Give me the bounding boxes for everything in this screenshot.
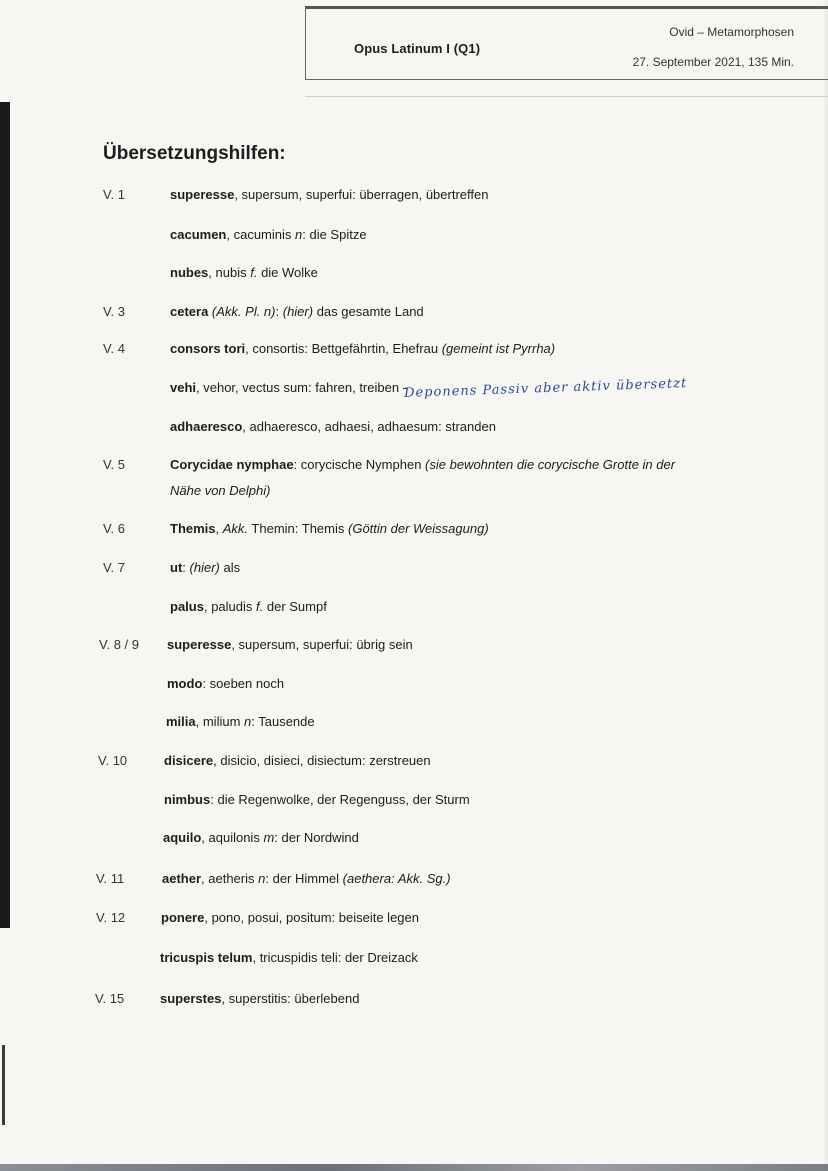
scan-edge-mark — [2, 1045, 5, 1125]
note: (Akk. Pl. n) — [208, 304, 276, 319]
term: disicere — [164, 753, 214, 768]
scan-edge-shadow — [0, 102, 10, 928]
term: consors tori — [170, 341, 246, 356]
definition: die Wolke — [257, 265, 318, 280]
verse-label: V. 1 — [103, 187, 125, 202]
definition: : der Himmel — [265, 871, 343, 886]
term: palus — [170, 599, 204, 614]
vocab-entry — [166, 714, 315, 729]
term: nubes — [170, 265, 209, 280]
term: nimbus — [164, 792, 211, 807]
definition: , aquilonis — [201, 830, 264, 845]
definition: , paludis — [203, 599, 257, 614]
verse-label: V. 4 — [103, 341, 125, 356]
vocab-entry — [163, 830, 359, 845]
definition: der Sumpf — [263, 599, 327, 614]
header-divider — [305, 96, 828, 97]
term: vehi — [170, 380, 197, 395]
note: (gemeint ist Pyrrha) — [441, 341, 556, 356]
verse-label: V. 15 — [95, 991, 125, 1006]
header-box — [305, 6, 828, 80]
term: superesse — [170, 187, 235, 202]
vocab-entry — [170, 304, 424, 319]
verse-label: V. 7 — [103, 560, 125, 575]
vocab-entry — [161, 910, 419, 925]
term: aether — [162, 871, 202, 886]
note: (sie bewohnten die corycische Grotte in der — [425, 457, 676, 472]
term: adhaeresco — [170, 419, 243, 434]
verse-label: V. 5 — [103, 457, 125, 472]
definition: , aetheris — [201, 871, 259, 886]
vocab-entry — [160, 950, 418, 965]
vocab-entry — [164, 753, 431, 768]
gender: m — [263, 830, 275, 845]
vocab-entry — [170, 265, 318, 280]
verse-label: V. 10 — [98, 753, 128, 768]
note: (hier) — [282, 304, 314, 319]
vocab-entry — [170, 419, 496, 434]
term: modo — [167, 676, 203, 691]
definition: : die Regenwolke, der Regenguss, der Sturm — [210, 792, 470, 807]
definition: , supersum, superfui: übrig sein — [231, 637, 413, 652]
term: ponere — [161, 910, 205, 925]
term: superstes — [160, 991, 222, 1006]
vocab-entry-continuation — [170, 483, 270, 498]
term: aquilo — [163, 830, 202, 845]
vocab-entry — [170, 187, 488, 202]
vocab-entry — [170, 560, 240, 575]
term: tricuspis telum — [160, 950, 253, 965]
definition: , superstitis: überlebend — [221, 991, 360, 1006]
vocab-entry — [170, 380, 407, 395]
vocab-entry — [164, 792, 470, 807]
term: superesse — [167, 637, 232, 652]
definition: , adhaeresco, adhaesi, adhaesum: stranden — [242, 419, 496, 434]
vocab-entry — [160, 991, 359, 1006]
gender: f. — [256, 599, 264, 614]
definition: , cacuminis — [226, 227, 296, 242]
definition: , nubis — [208, 265, 251, 280]
definition: : corycische Nymphen — [293, 457, 426, 472]
gender: n — [244, 714, 252, 729]
vocab-entry — [167, 676, 284, 691]
scan-bottom-edge — [0, 1164, 828, 1171]
term: ut — [170, 560, 183, 575]
gender: n — [258, 871, 266, 886]
page-title: Übersetzungshilfen: — [103, 143, 286, 164]
definition: , consortis: Bettgefährtin, Ehefrau — [245, 341, 442, 356]
vocab-entry — [170, 227, 367, 242]
note: Nähe von Delphi) — [170, 483, 271, 498]
handwritten-annotation: Deponens Passiv aber aktiv übersetzt — [403, 376, 688, 401]
gender: n — [295, 227, 303, 242]
vocab-entry — [170, 521, 489, 536]
scan-right-edge — [822, 0, 828, 1171]
note: Akk. — [222, 521, 249, 536]
note: (aethera: Akk. Sg.) — [342, 871, 451, 886]
gender: f. — [250, 265, 258, 280]
term: cacumen — [170, 227, 227, 242]
verse-label: V. 12 — [96, 910, 126, 925]
vocab-entry — [170, 457, 675, 472]
definition: , tricuspidis teli: der Dreizack — [252, 950, 418, 965]
note: (hier) — [189, 560, 220, 575]
definition: : Tausende — [251, 714, 315, 729]
verse-label: V. 3 — [103, 304, 125, 319]
verse-label: V. 8 / 9 — [99, 637, 139, 652]
definition: das gesamte Land — [313, 304, 424, 319]
term: milia — [166, 714, 196, 729]
definition: : der Nordwind — [274, 830, 359, 845]
definition: , disicio, disieci, disiectum: zerstreuen — [213, 753, 431, 768]
definition: , — [215, 521, 223, 536]
author-work: Ovid – Metamorphosen — [669, 25, 794, 39]
definition: Themin: Themis — [248, 521, 348, 536]
definition: , supersum, superfui: überragen, übertreffen — [234, 187, 489, 202]
term: Corycidae nymphae — [170, 457, 294, 472]
term: Themis — [170, 521, 216, 536]
definition: , vehor, vectus sum: fahren, treiben - — [196, 380, 408, 395]
verse-label: V. 6 — [103, 521, 125, 536]
term: cetera — [170, 304, 209, 319]
definition: : die Spitze — [302, 227, 367, 242]
definition: : — [182, 560, 190, 575]
note: (Göttin der Weissagung) — [348, 521, 489, 536]
definition: als — [219, 560, 241, 575]
vocab-entry — [170, 341, 555, 356]
verse-label: V. 11 — [96, 871, 125, 886]
definition: , pono, posui, positum: beiseite legen — [204, 910, 419, 925]
vocab-entry — [167, 637, 413, 652]
vocab-entry — [162, 871, 451, 886]
definition: : — [275, 304, 283, 319]
vocab-entry — [170, 599, 327, 614]
course-title: Opus Latinum I (Q1) — [354, 41, 481, 56]
date-duration: 27. September 2021, 135 Min. — [632, 55, 794, 69]
definition: : soeben noch — [202, 676, 285, 691]
definition: , milium — [195, 714, 245, 729]
